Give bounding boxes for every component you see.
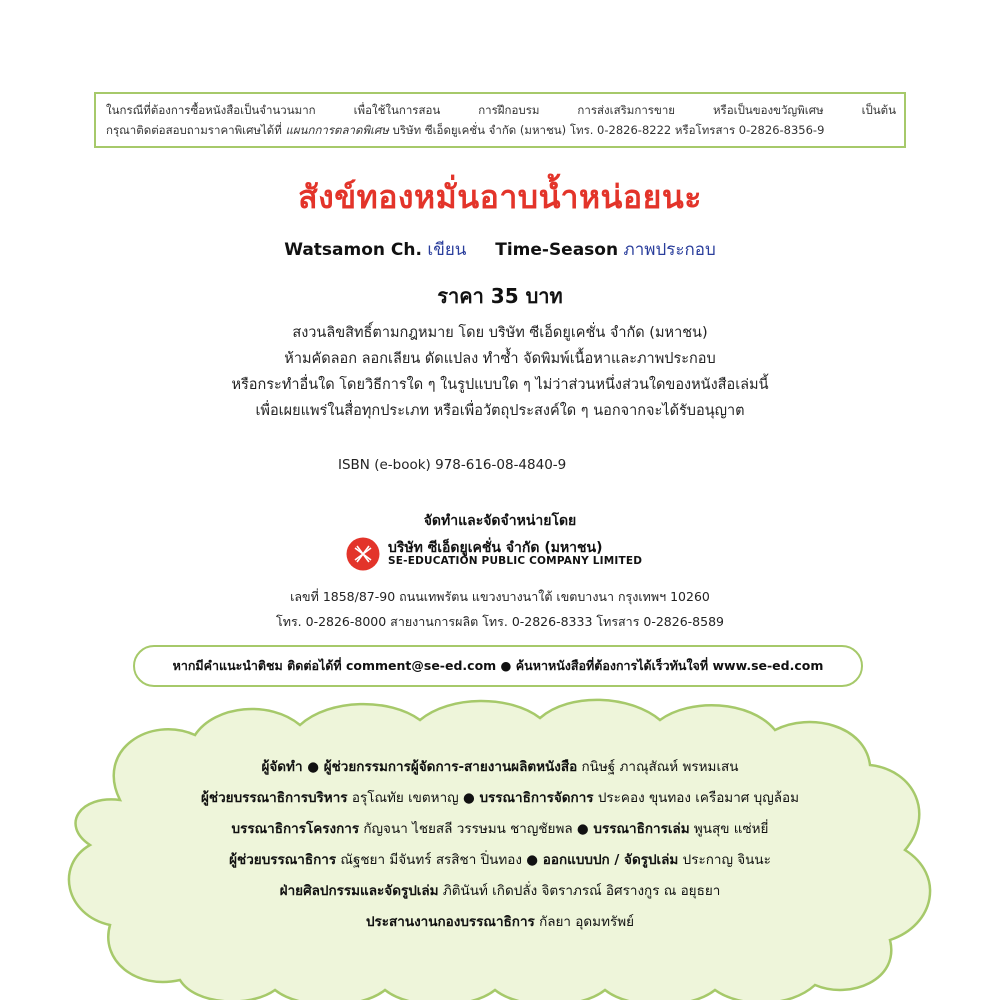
- publisher-name-th: บริษัท ซีเอ็ดยูเคชั่น จำกัด (มหาชน): [388, 540, 603, 556]
- publisher-logo-block: [346, 537, 706, 573]
- copyright-line-4: เพื่อเผยแพร่ในสื่อทุกประเภท หรือเพื่อวัตถุประสงค์ใด ๆ นอกจากจะได้รับอนุญาต: [255, 403, 745, 419]
- staff-line-3: บรรณาธิการโครงการ กัญจนา ไชยสลี วรรษมน ชาญชัยพล ● บรรณาธิการเล่ม พูนสุข แซ่หยี่: [231, 821, 769, 837]
- copyright-notice: [0, 320, 1000, 424]
- publisher-phones: โทร. 0-2826-8000 สายงานการผลิต โทร. 0-2826-8333 โทรสาร 0-2826-8589: [276, 614, 724, 629]
- author-role: เขียน: [427, 240, 467, 260]
- staff-line-5: ฝ่ายศิลปกรรมและจัดรูปเล่ม ภิตินันท์ เกิดปลั่ง จิตราภรณ์ อิศรางกูร ณ อยุธยา: [279, 883, 721, 899]
- staff-line-2: ผู้ช่วยบรรณาธิการบริหาร อรุโณทัย เขตหาญ ● บรรณาธิการจัดการ ประคอง ขุนทอง เครือมาศ บุญล้อม: [201, 790, 799, 806]
- book-credits: [0, 236, 1000, 263]
- author-name: Watsamon Ch.: [284, 240, 422, 260]
- publisher-address: เลขที่ 1858/87-90 ถนนเทพรัตน แขวงบางนาใต้ เขตบางนา กรุงเทพฯ 10260: [290, 589, 710, 604]
- notice-special-marketing-dept: แผนกการตลาดพิเศษ: [285, 123, 389, 137]
- publisher-name-en: SE-EDUCATION PUBLIC COMPANY LIMITED: [388, 555, 643, 567]
- notice-line-1: ในกรณีที่ต้องการซื้อหนังสือเป็นจำนวนมาก เพื่อใช้ในการสอน การฝึกอบรม การส่งเสริมการขาย หรือเป็นของขวัญพิเศษ เป็นต้น: [106, 103, 896, 117]
- illustrator-name: Time-Season: [495, 240, 619, 260]
- book-price: ราคา 35 บาท: [437, 284, 563, 308]
- publisher-heading: จัดทำและจัดจำหน่ายโดย: [423, 513, 577, 529]
- notice-line-2: [106, 120, 896, 140]
- copyright-line-2: ห้ามคัดลอก ลอกเลียน ดัดแปลง ทำซ้ำ จัดพิมพ์เนื้อหาและภาพประกอบ: [284, 351, 716, 367]
- notice-line-2-suffix: บริษัท ซีเอ็ดยูเคชั่น จำกัด (มหาชน) โทร. 0-2826-8222 หรือโทรสาร 0-2826-8356-9: [388, 123, 825, 137]
- staff-line-1: ผู้จัดทำ ● ผู้ช่วยกรรมการผู้จัดการ-สายงานผลิตหนังสือ กนิษฐ์ ภาณุสัณห์ พรหมเสน: [261, 759, 739, 775]
- copyright-line-3: หรือกระทำอื่นใด โดยวิธีการใด ๆ ในรูปแบบใด ๆ ไม่ว่าส่วนหนึ่งส่วนใดของหนังสือเล่มนี้: [231, 377, 769, 393]
- copyright-line-1: สงวนลิขสิทธิ์ตามกฎหมาย โดย บริษัท ซีเอ็ดยูเคชั่น จำกัด (มหาชน): [292, 325, 708, 341]
- staff-line-6: ประสานงานกองบรรณาธิการ กัลยา อุดมทรัพย์: [365, 914, 635, 930]
- isbn: ISBN (e-book) 978-616-08-4840-9: [338, 457, 567, 473]
- staff-line-4: ผู้ช่วยบรรณาธิการ ณัฐชยา มีจันทร์ สรสิชา ปิ่นทอง ● ออกแบบปก / จัดรูปเล่ม ประกาญ จินนะ: [229, 852, 771, 868]
- bulk-order-notice: [94, 92, 906, 148]
- publisher-address-block: [0, 584, 1000, 634]
- contact-banner: หากมีคำแนะนำติชม ติดต่อได้ที่ comment@se-ed.com ● ค้นหาหนังสือที่ต้องการได้เร็วทันใจที่ www.se-ed.com: [133, 645, 863, 687]
- book-title: สังข์ทองหมั่นอาบน้ำหน่อยนะ: [298, 178, 702, 216]
- se-ed-logo-icon: [346, 537, 380, 571]
- notice-line-2-prefix: กรุณาติดต่อสอบถามราคาพิเศษได้ที่: [106, 123, 286, 137]
- editorial-staff: [80, 752, 920, 938]
- illustrator-role: ภาพประกอบ: [623, 240, 716, 260]
